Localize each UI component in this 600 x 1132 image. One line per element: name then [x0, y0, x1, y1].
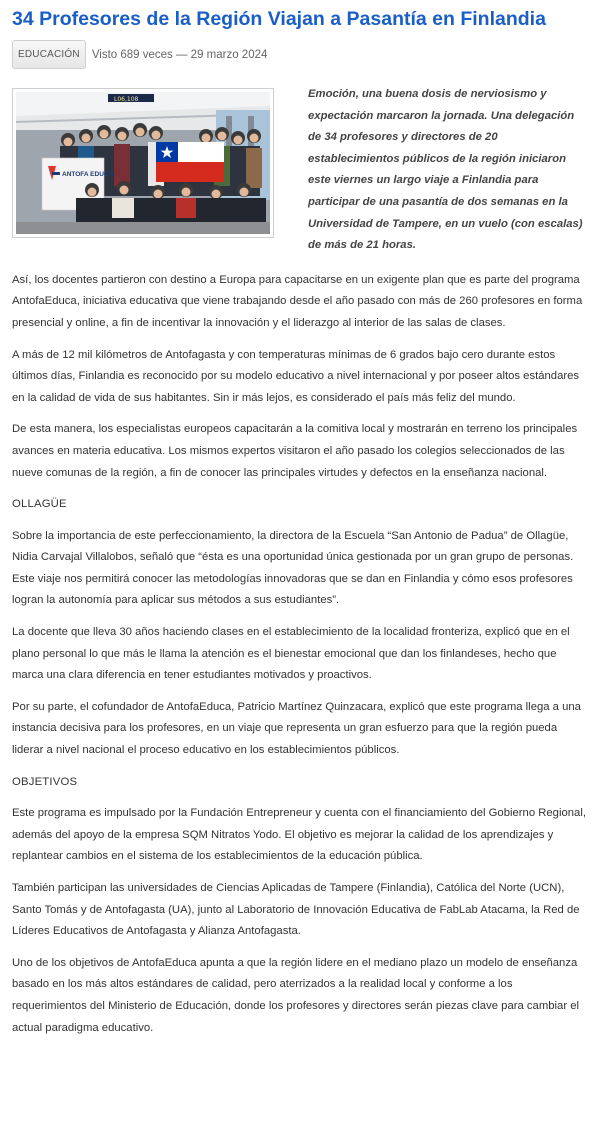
- body-paragraph: La docente que lleva 30 años haciendo clases en el establecimiento de la localidad fronteriza, explicó que en el plano personal lo que más le llama la atención es el bienestar emocional que dan los finlandeses, hecho que marca una clara diferencia en tener estudiantes motivados y proactivos.: [12, 626, 570, 682]
- banner-text: ANTOFA EDUCA: [62, 171, 114, 178]
- body-paragraph: Uno de los objetivos de AntofaEduca apunta a que la región lidere en el mediano plazo un modelo de enseñanza basado en los más altos estándares de calidad, pero aterrizados a la realidad local y conforme a los requerimientos del Ministerio de Educación, donde los profesores y directores serán piezas clave para cambiar el actual paradigma educativo.: [12, 956, 580, 1034]
- article-title[interactable]: 34 Profesores de la Región Viajan a Pasantía en Finlandia: [12, 8, 546, 30]
- views-and-date: Visto 689 veces — 29 marzo 2024: [91, 48, 268, 61]
- category-tag[interactable]: EDUCACIÓN: [12, 40, 86, 69]
- body-paragraph: De esta manera, los especialistas europeos capacitarán a la comitiva local y mostrarán en terreno los principales avances en materia educativa. Los mismos expertos visitaron el año pasado los colegios seleccionados de las nueve comunas de la región, a fin de conocer las principales virtudes y defectos en la enseñanza nacional.: [12, 423, 578, 479]
- flight-board-text: L06,108: [114, 96, 139, 103]
- lead-paragraph: Emoción, una buena dosis de nerviosismo y expectación marcaron la jornada. Una delegación de 34 profesores y directores de 20 establecimientos públicos de la región iniciaron este viernes un largo viaje a Finlandia para participar de una pasantía de dos semanas en la Universidad de Tampere, en un vuelo (con escalas) de más de 21 horas.: [308, 88, 583, 252]
- section-heading-ollague: OLLAGÜE: [12, 498, 67, 511]
- chile-flag: [156, 142, 224, 182]
- body-paragraph: También participan las universidades de Ciencias Aplicadas de Tampere (Finlandia), Católica del Norte (UCN), Santo Tomás y de Antofagasta (UA), junto al Laboratorio de Innovación Educativa de FabLab Atacama, la Red de Líderes Educativos de Antofagasta y Alianza Antofagasta.: [12, 882, 580, 938]
- article-photo-frame: [12, 88, 274, 238]
- group-photo-image: [16, 92, 270, 234]
- article-body: [12, 270, 588, 1039]
- body-paragraph: Este programa es impulsado por la Fundación Entrepreneur y cuenta con el financiamiento del Gobierno Regional, además del apoyo de la empresa SQM Nitratos Yodo. El objetivo es mejorar la calidad de los aprendizajes y replantear cambios en el sistema de los establecimientos de la educación pública.: [12, 807, 586, 863]
- body-paragraph: Sobre la importancia de este perfeccionamiento, la directora de la Escuela “San Antonio de Padua” de Ollagüe, Nidia Carvajal Villalobos, señaló que “ésta es una oportunidad única gestionada por un gran grupo de personas. Este viaje nos permitirá conocer las metodologías innovadoras que se dan en Finlandia y cómo esos profesores logran la autonomía para aplicar sus métodos a sus estudiantes”.: [12, 529, 574, 607]
- article-meta: [12, 40, 588, 69]
- body-paragraph: A más de 12 mil kilómetros de Antofagasta y con temperaturas mínimas de 6 grados bajo cero durante estos últimos días, Finlandia es reconocido por su modelo educativo a nivel internacional y por poseer altos estándares en la calidad de vida de sus habitantes. Sin ir más lejos, es considerado el país más feliz del mundo.: [12, 348, 580, 404]
- lead-section: [12, 88, 588, 257]
- body-paragraph: Así, los docentes partieron con destino a Europa para capacitarse en un exigente plan que es parte del programa AntofaEduca, iniciativa educativa que viene trabajando desde el año pasado con más de 260 profesores en forma presencial y online, a fin de incentivar la innovación y el liderazgo al interior de las salas de clases.: [12, 273, 583, 329]
- body-paragraph: Por su parte, el cofundador de AntofaEduca, Patricio Martínez Quinzacara, explicó que este programa llega a una instancia decisiva para los profesores, en un viaje que representa un gran esfuerzo para que la región pueda liderar a nivel nacional el proceso educativo en los establecimientos públicos.: [12, 700, 581, 757]
- section-heading-objetivos: OBJETIVOS: [12, 775, 78, 788]
